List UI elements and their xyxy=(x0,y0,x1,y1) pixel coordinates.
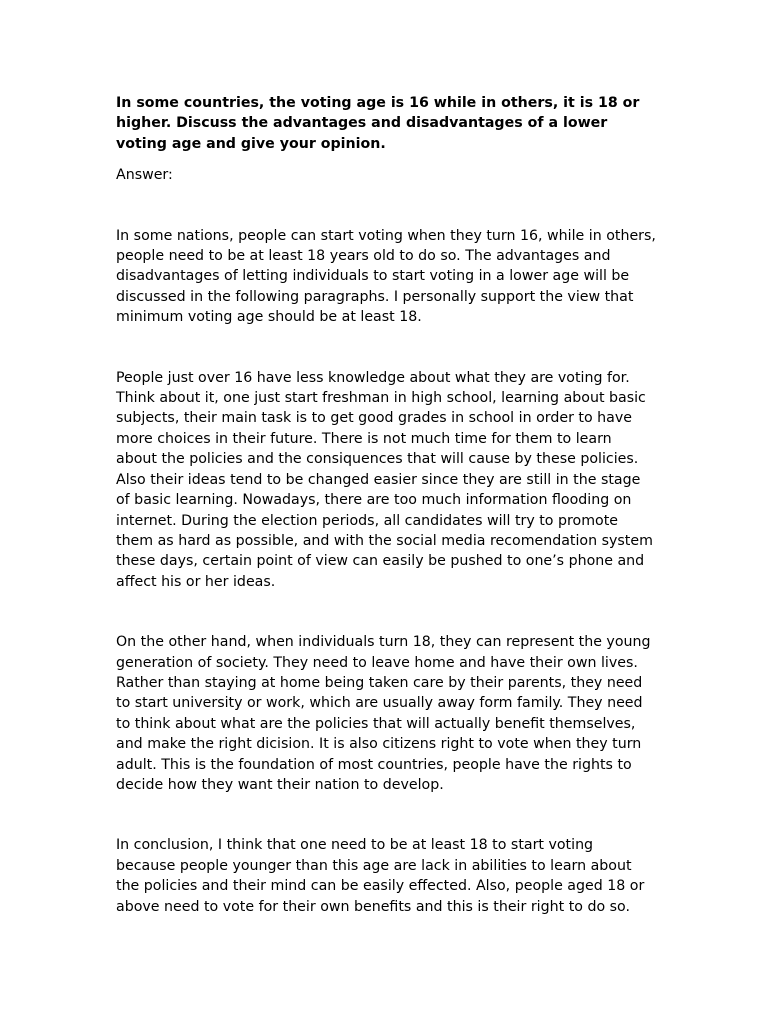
essay-question: In some countries, the voting age is 16 while in others, it is 18 or higher. Discuss the advantages and disadvantages of a lower voting age and give your opinion. xyxy=(116,95,640,152)
document-page xyxy=(116,93,656,917)
paragraph-conclusion: In conclusion, I think that one need to be at least 18 to start voting because people younger than this age are lack in abilities to learn about the policies and their mind can be easily effected. Also, people aged 18 or above need to vote for their own benefits and this is their right to do so. xyxy=(116,837,645,915)
answer-label: Answer: xyxy=(116,167,173,184)
paragraph-body-1: People just over 16 have less knowledge about what they are voting for. Think about it, one just start freshman in high school, learning about basic subjects, their main task is to get good grades in school in order to have more choices in their future. There is not much time for them to learn about the policies and the consiquences that will cause by these policies. Also their ideas tend to be changed easier since they are still in the stage of basic learning. Nowadays, there are too much information flooding on internet. During the election periods, all candidates will try to promote them as hard as possible, and with the social media recomendation system these days, certain point of view can easily be pushed to one’s phone and affect his or her ideas. xyxy=(116,369,653,590)
paragraph-body-2: On the other hand, when individuals turn 18, they can represent the young generation of society. They need to leave home and have their own lives. Rather than staying at home being taken care by their parents, they need to start university or work, which are usually away form family. They need to think about what are the policies that will actually benefit themselves, and make the right dicision. It is also citizens right to vote when they turn adult. This is the foundation of most countries, people have the rights to decide how they want their nation to develop. xyxy=(116,634,651,793)
paragraph-introduction: In some nations, people can start voting when they turn 16, while in others, people need to be at least 18 years old to do so. The advantages and disadvantages of letting individuals to start voting in a lower age will be discussed in the following paragraphs. I personally support the view that minimum voting age should be at least 18. xyxy=(116,227,656,326)
